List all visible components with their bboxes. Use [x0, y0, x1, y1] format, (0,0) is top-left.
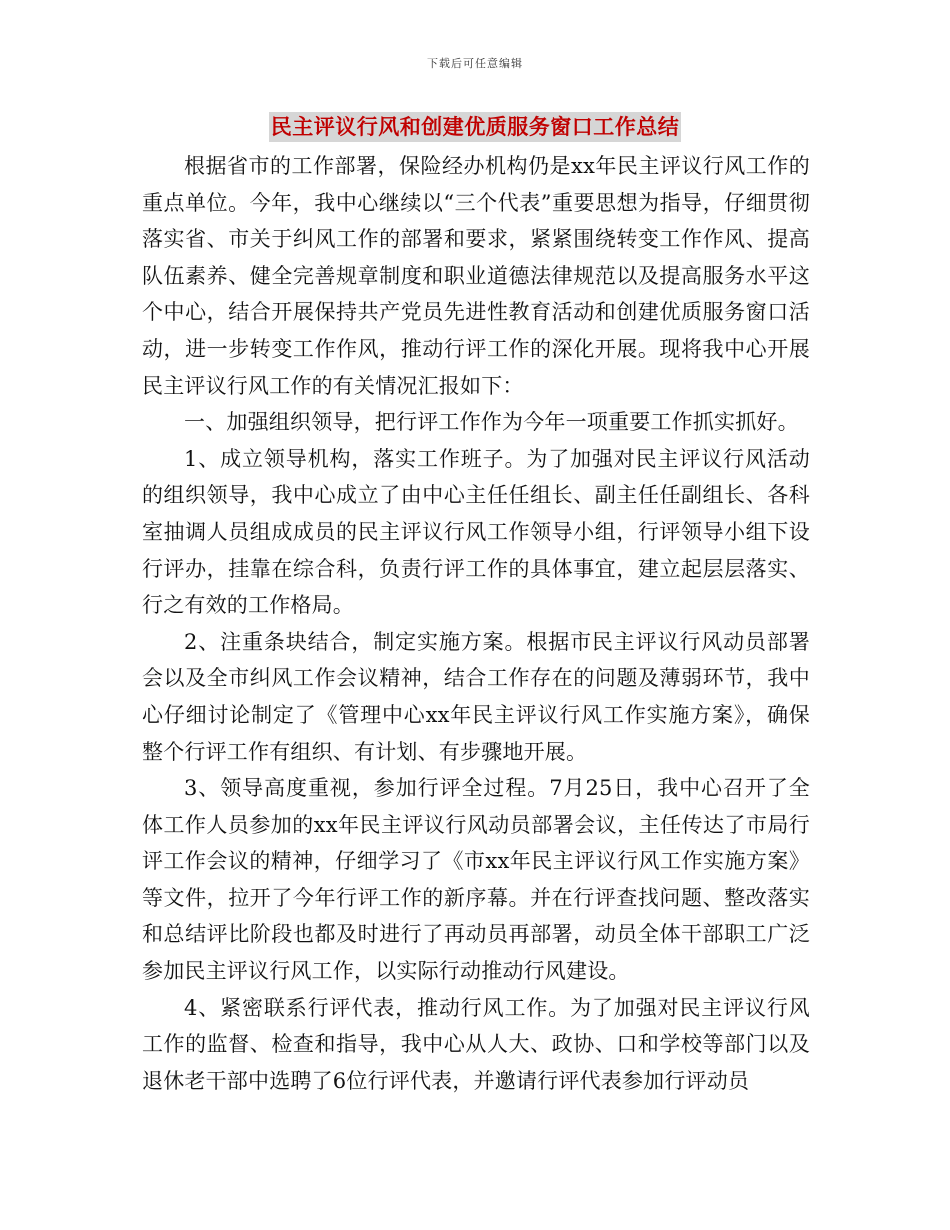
- paragraph-intro: 根据省市的工作部署，保险经办机构仍是xx年民主评议行风工作的重点单位。今年，我中心继续以“三个代表”重要思想为指导，仔细贯彻落实省、市关于纠风工作的部署和要求，紧紧围绕转变工作作风、提高队伍素养、健全完善规章制度和职业道德法律规范以及提高服务水平这个中心，结合开展保持共产党员先进性教育活动和创建优质服务窗口活动，进一步转变工作作风，推动行评工作的深化开展。现将我中心开展民主评议行风工作的有关情况汇报如下：: [142, 154, 810, 398]
- paragraph-item-4: 4、紧密联系行评代表，推动行风工作。为了加强对民主评议行风工作的监督、检查和指导，我中心从人大、政协、口和学校等部门以及退休老干部中选聘了6位行评代表，并邀请行评代表参加行评动员: [142, 995, 810, 1093]
- title-container: [0, 112, 950, 142]
- document-title: 民主评议行风和创建优质服务窗口工作总结: [269, 112, 682, 142]
- paragraph-item-1: 1、成立领导机构，落实工作班子。为了加强对民主评议行风活动的组织领导，我中心成立了由中心主任任组长、副主任任副组长、各科室抽调人员组成成员的民主评议行风工作领导小组，行评领导小组下设行评办，挂靠在综合科，负责行评工作的具体事宜，建立起层层落实、行之有效的工作格局。: [142, 446, 810, 618]
- paragraph-item-3: 3、领导高度重视，参加行评全过程。7月25日，我中心召开了全体工作人员参加的xx年民主评议行风动员部署会议，主任传达了市局行评工作会议的精神，仔细学习了《市xx年民主评议行风工作实施方案》等文件，拉开了今年行评工作的新序幕。并在行评查找问题、整改落实和总结评比阶段也都及时进行了再动员再部署，动员全体干部职工广泛参加民主评议行风工作，以实际行动推动行风建设。: [142, 776, 810, 984]
- header-note: 下载后可任意编辑: [427, 57, 523, 70]
- document-body: [142, 148, 810, 1099]
- paragraph-item-2: 2、注重条块结合，制定实施方案。根据市民主评议行风动员部署会以及全市纠风工作会议精神，结合工作存在的问题及薄弱环节，我中心仔细讨论制定了《管理中心xx年民主评议行风工作实施方案》，确保整个行评工作有组织、有计划、有步骤地开展。: [142, 629, 810, 764]
- section-heading-1: 一、加强组织领导，把行评工作作为今年一项重要工作抓实抓好。: [184, 410, 799, 435]
